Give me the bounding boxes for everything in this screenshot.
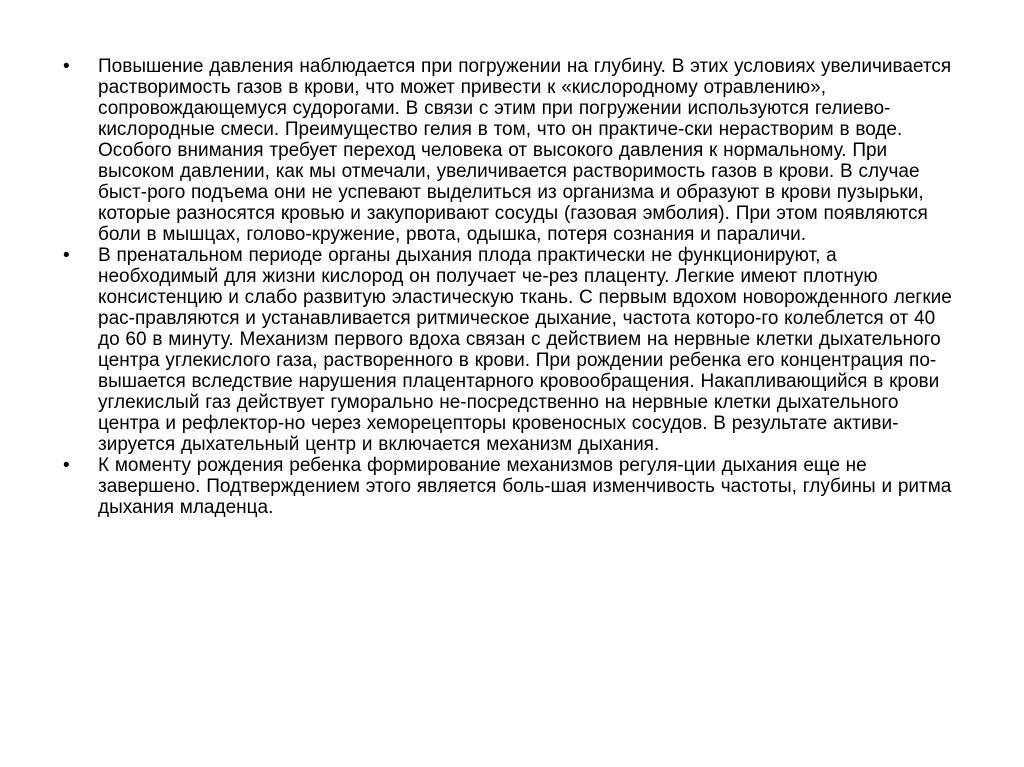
bullet-icon: •: [63, 455, 70, 476]
bullet-text: В пренатальном периоде органы дыхания плода практически не функционируют, а необходимый для жизни кислород он получает че-рез плаценту. Легкие имеют плотную консистенцию и слабо развитую эластическую ткань. С первым вдохом новорожденного легкие рас-правляются и устанавливается ритмическое дыхание, частота которо-го колеблется от 40 до 60 в минуту. Механизм первого вдоха связан с действием на нервные клетки дыхательного центра углекислого газа, растворенного в крови. При рождении ребенка его концентрация по-вышается вследствие нарушения плацентарного кровообращения. Накапливающийся в крови углекислый газ действует гуморально не-посредственно на нервные клетки дыхательного центра и рефлектор-но через хеморецепторы кровеносных сосудов. В результате активи-зируется дыхательный центр и включается механизм дыхания.: [98, 245, 952, 455]
bullet-list: [63, 56, 960, 518]
bullet-text: К моменту рождения ребенка формирование механизмов регуля-ции дыхания еще не завершено. Подтверждением этого является боль-шая изменчивость частоты, глубины и ритма дыхания младенца.: [98, 455, 952, 518]
bullet-text: Повышение давления наблюдается при погружении на глубину. В этих условиях увеличивается растворимость газов в крови, что может привести к «кислородному отравлению», сопровождающемуся судорогами. В связи с этим при погружении используются гелиево-кислородные смеси. Преимущество гелия в том, что он практиче-ски нерастворим в воде. Особого внимания требует переход человека от высокого давления к нормальному. При высоком давлении, как мы отмечали, увеличивается растворимость газов в крови. В случае быст-рого подъема они не успевают выделиться из организма и образуют в крови пузырьки, которые разносятся кровью и закупоривают сосуды (газовая эмболия). При этом появляются боли в мышцах, голово-кружение, рвота, одышка, потеря сознания и параличи.: [98, 56, 952, 245]
bullet-item: [63, 245, 960, 455]
bullet-icon: •: [63, 245, 70, 266]
bullet-item: [63, 56, 960, 245]
bullet-item: [63, 455, 960, 518]
bullet-icon: •: [63, 56, 70, 77]
